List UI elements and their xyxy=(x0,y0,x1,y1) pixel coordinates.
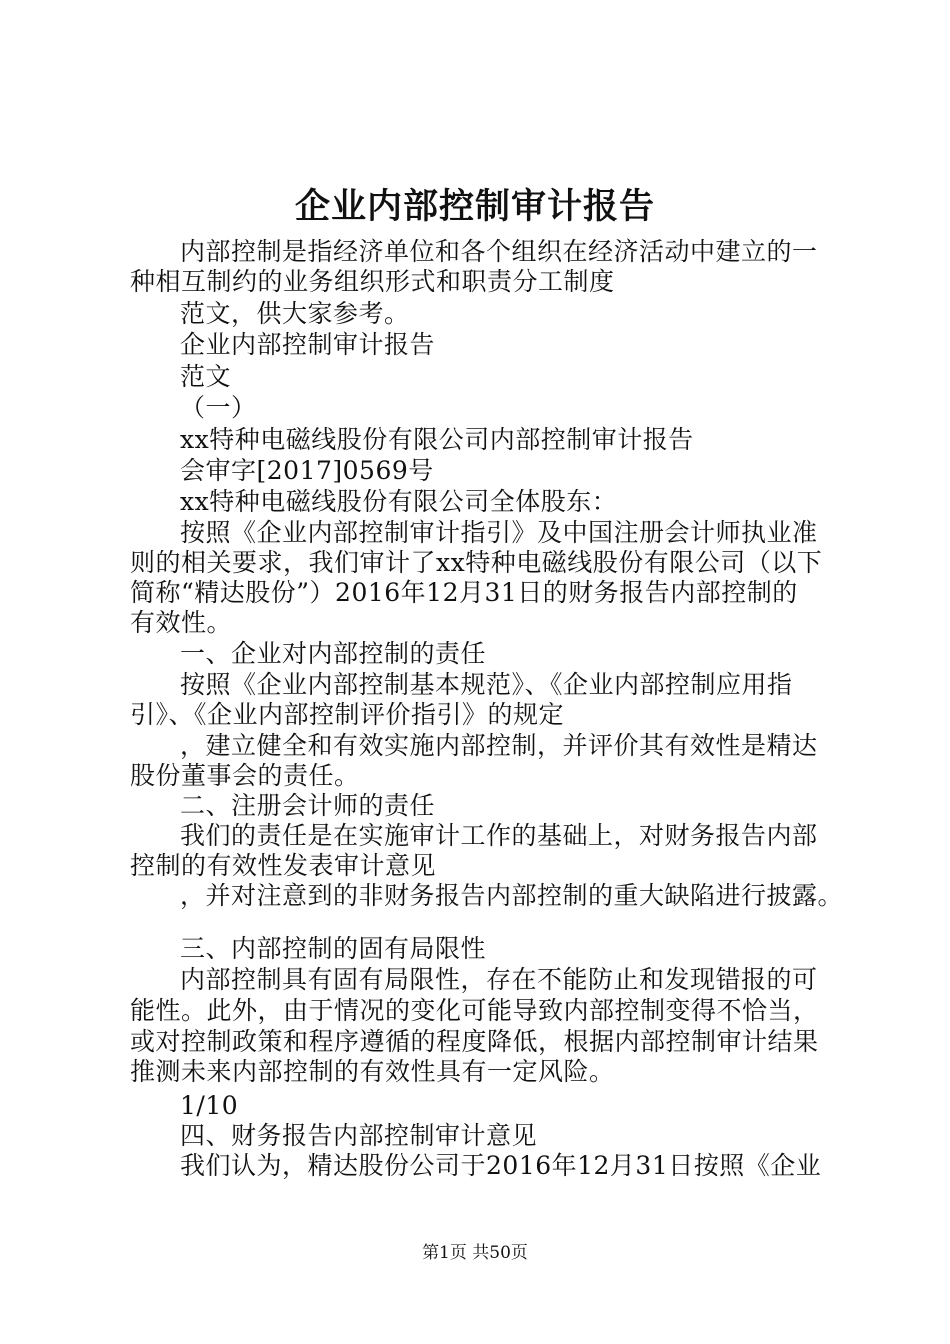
text-line-13: 有效性。 xyxy=(130,608,233,637)
text-line-15: 按照《企业内部控制基本规范》、《企业内部控制应用指 xyxy=(180,670,793,699)
text-line-5: 范文 xyxy=(180,362,232,391)
text-line-9: xx特种电磁线股份有限公司全体股东： xyxy=(180,487,618,516)
text-line-17: ，建立健全和有效实施内部控制，并评价其有效性是精达 xyxy=(180,731,818,760)
text-line-6: （一） xyxy=(180,393,257,422)
text-line-1: 内部控制是指经济单位和各个组织在经济活动中建立的一 xyxy=(180,237,818,266)
text-line-25: 能性。此外，由于情况的变化可能导致内部控制变得不恰当， xyxy=(130,996,819,1025)
text-line-24: 内部控制具有固有局限性，存在不能防止和发现错报的可 xyxy=(180,965,818,994)
text-line-3: 范文，供大家参考。 xyxy=(180,299,410,328)
document-title: 企业内部控制审计报告 xyxy=(294,186,655,227)
text-line-26: 或对控制政策和程序遵循的程度降低，根据内部控制审计结果 xyxy=(130,1027,819,1056)
text-line-22: ，并对注意到的非财务报告内部控制的重大缺陷进行披露。 xyxy=(180,881,844,910)
text-line-2: 种相互制约的业务组织形式和职责分工制度 xyxy=(130,267,615,296)
text-line-14: 一、企业对内部控制的责任 xyxy=(180,639,487,668)
text-line-21: 控制的有效性发表审计意见 xyxy=(130,851,437,880)
text-line-11: 则的相关要求，我们审计了xx特种电磁线股份有限公司（以下 xyxy=(130,548,823,577)
text-line-23: 三、内部控制的固有局限性 xyxy=(180,934,487,963)
text-line-29: 四、财务报告内部控制审计意见 xyxy=(180,1121,538,1150)
page-ref: 1/10 xyxy=(180,1091,239,1120)
text-line-27: 推测未来内部控制的有效性具有一定风险。 xyxy=(130,1057,615,1086)
text-line-16: 引》、《企业内部控制评价指引》的规定 xyxy=(130,700,565,729)
page-footer: 第1页 共50页 xyxy=(422,1243,528,1263)
text-line-18: 股份董事会的责任。 xyxy=(130,761,360,790)
text-line-20: 我们的责任是在实施审计工作的基础上，对财务报告内部 xyxy=(180,821,818,850)
text-line-19: 二、注册会计师的责任 xyxy=(180,791,436,820)
text-line-8: 会审字[2017]0569号 xyxy=(180,456,434,485)
text-line-12: 简称“精达股份”）2016年12月31日的财务报告内部控制的 xyxy=(130,578,798,607)
text-line-10: 按照《企业内部控制审计指引》及中国注册会计师执业准 xyxy=(180,518,818,547)
text-line-7: xx特种电磁线股份有限公司内部控制审计报告 xyxy=(180,425,694,454)
text-line-30: 我们认为，精达股份公司于2016年12月31日按照《企业 xyxy=(180,1151,822,1180)
text-line-4: 企业内部控制审计报告 xyxy=(180,330,436,359)
